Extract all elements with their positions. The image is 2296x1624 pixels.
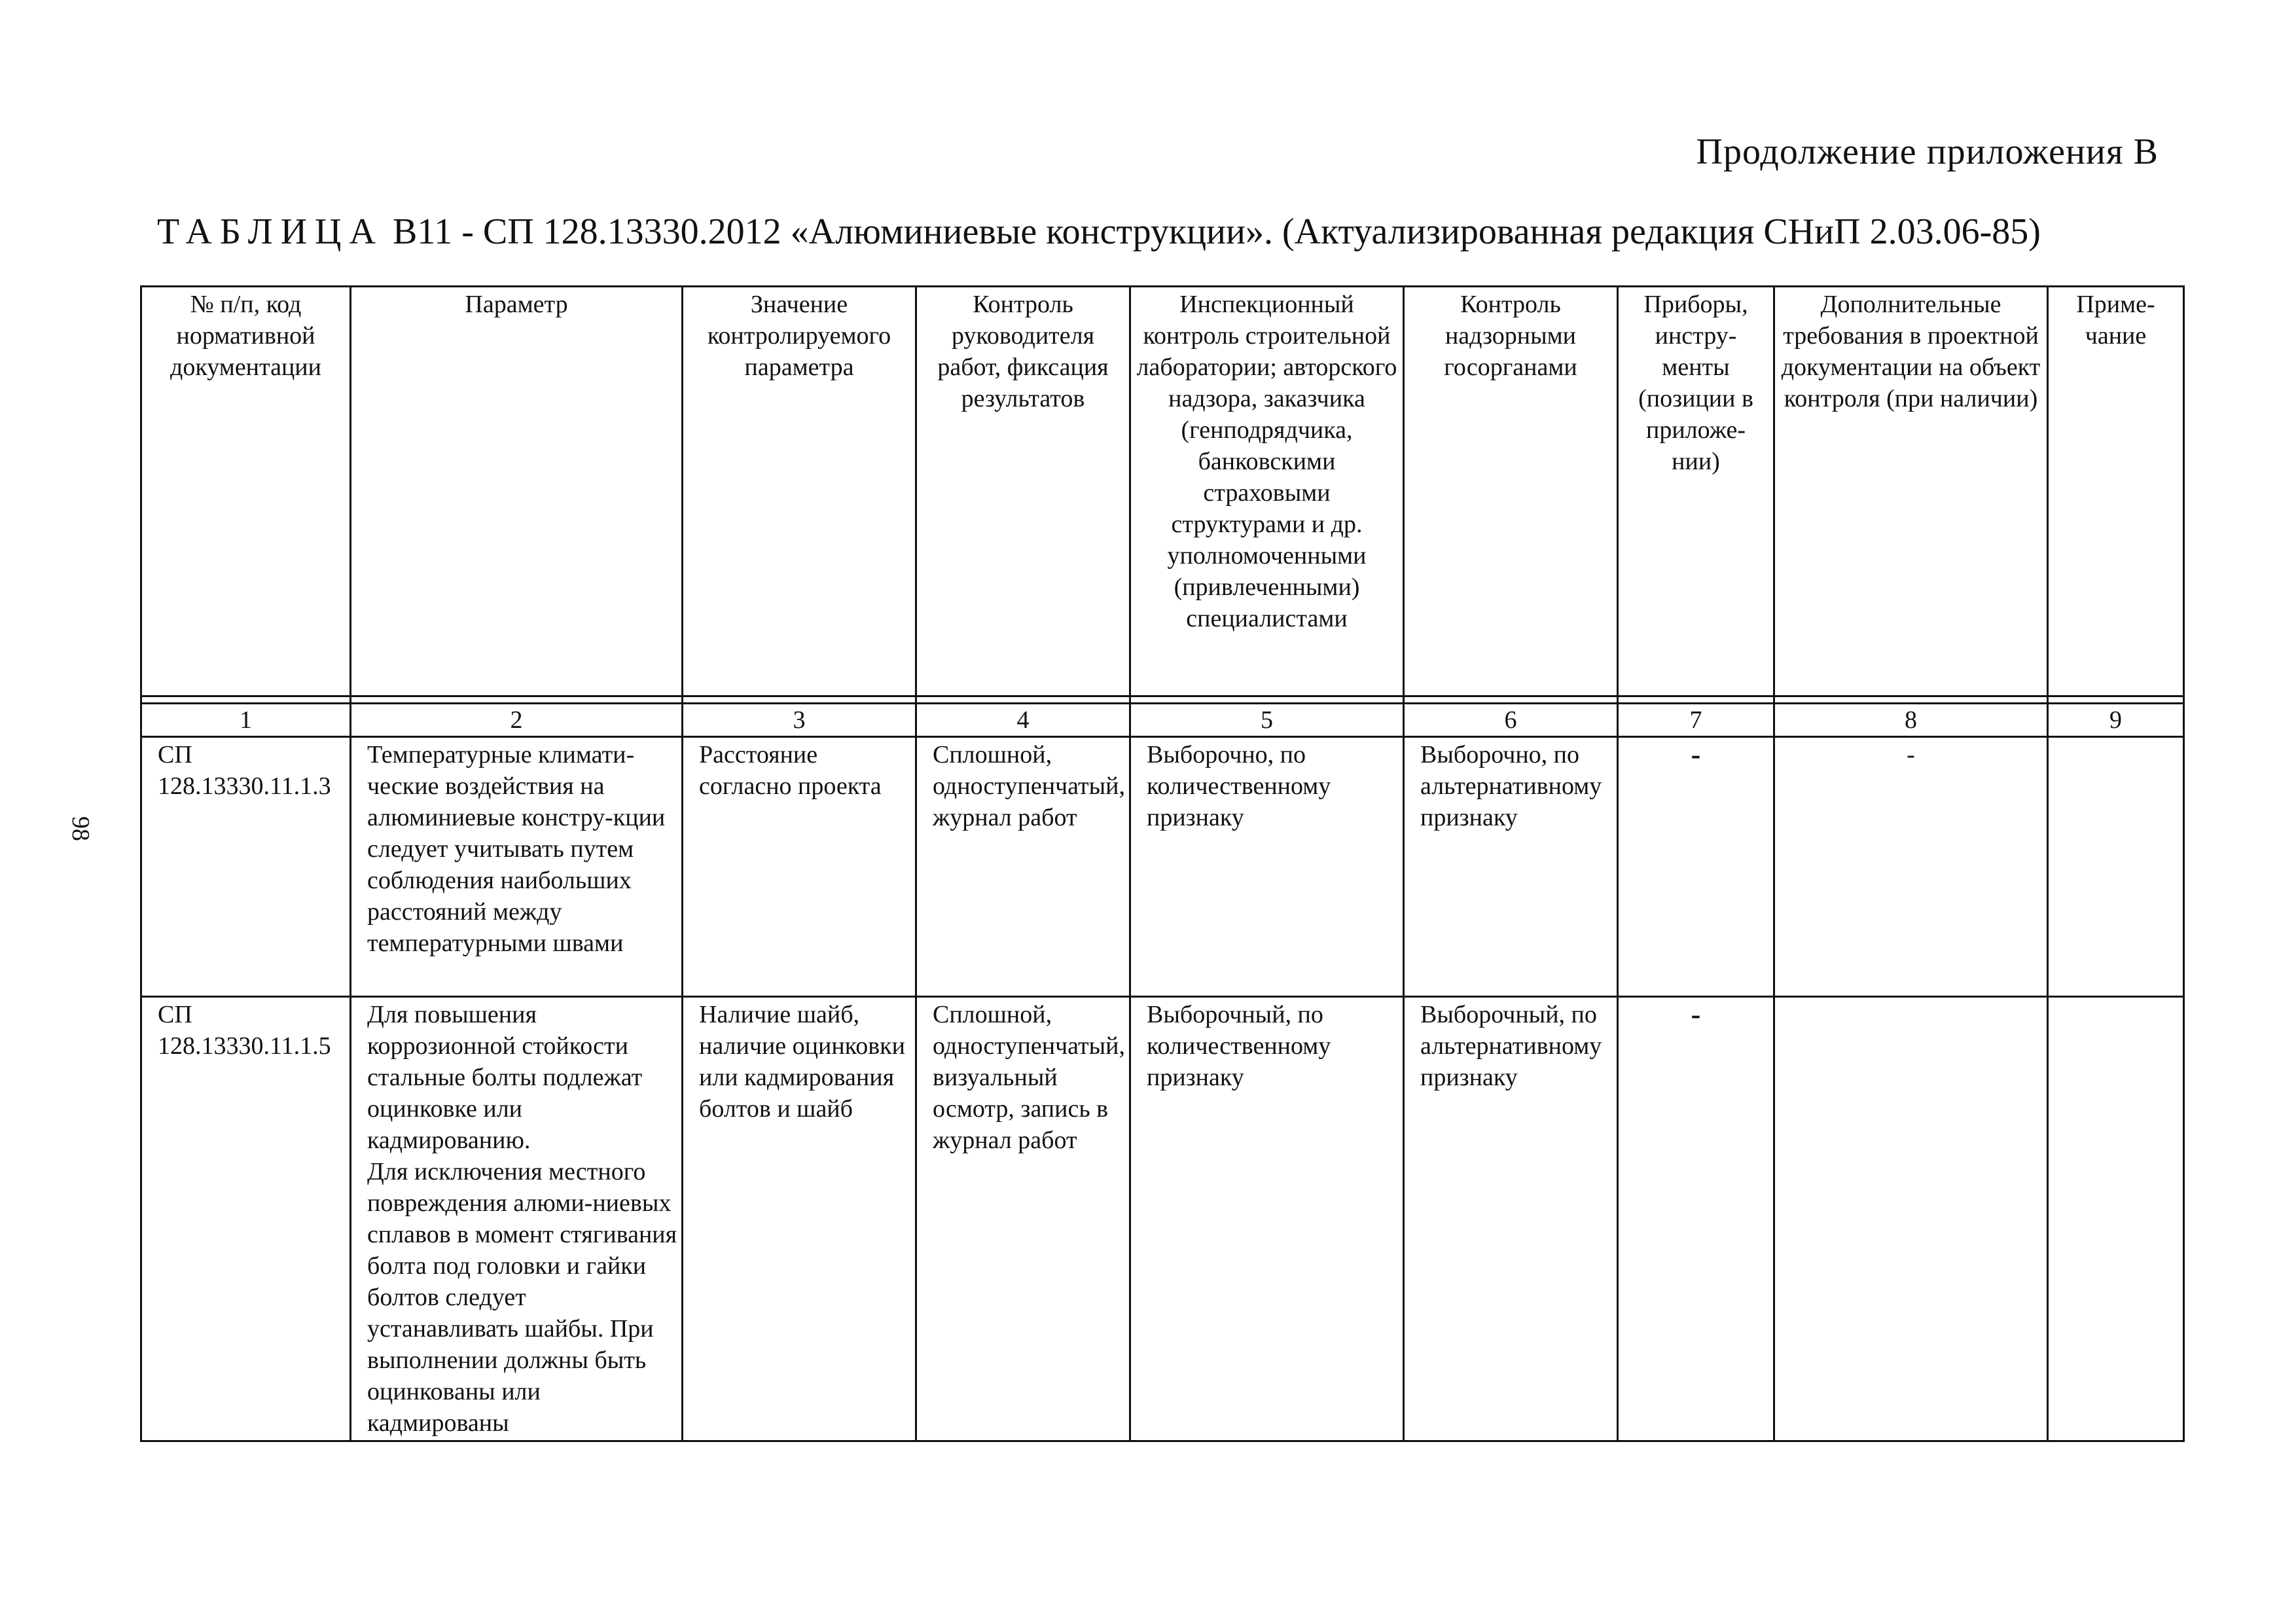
- row-inspection-control: Выборочный, по количественному признаку: [1130, 997, 1404, 1441]
- row-state-control: Выборочно, по альтернативному признаку: [1404, 737, 1618, 997]
- column-number: 1: [141, 704, 351, 737]
- row-parameter: [351, 997, 683, 1441]
- column-header: Приборы, инстру-менты (позиции в приложе-нии): [1618, 287, 1774, 696]
- row-extra-requirements: -: [1774, 737, 2048, 997]
- continuation-label: Продолжение приложения В: [1696, 132, 2159, 172]
- table-row: [141, 997, 2184, 1441]
- row-inspection-control: Выборочно, по количественному признаку: [1130, 737, 1404, 997]
- row-extra-requirements: [1774, 997, 2048, 1441]
- column-number: 8: [1774, 704, 2048, 737]
- column-header: Дополнительные требования в проектной документации на объект контроля (при наличии): [1774, 287, 2048, 696]
- column-number: 6: [1404, 704, 1618, 737]
- row-code: СП 128.13330.11.1.3: [141, 737, 351, 997]
- column-number: 9: [2048, 704, 2184, 737]
- table-title-text: В11 - СП 128.13330.2012 «Алюминиевые конструкции». (Актуализированная редакция СНиП 2.03.06-85): [383, 211, 2041, 252]
- table-title-lead: ТАБЛИЦА: [157, 211, 384, 252]
- header-gap: [141, 696, 2184, 704]
- column-header: Контроль руководителя работ, фиксация результатов: [916, 287, 1130, 696]
- column-header: Значение контролируемого параметра: [683, 287, 916, 696]
- column-header: Инспекционный контроль строительной лаборатории; авторского надзора, заказчика (генподрядчика, банковскими страховыми структурами и др. уполномоченными (привлеченными) специалистами: [1130, 287, 1404, 696]
- row-value: Расстояние согласно проекта: [683, 737, 916, 997]
- column-header: Параметр: [351, 287, 683, 696]
- row-supervisor-control: Сплошной, одноступенчатый, журнал работ: [916, 737, 1130, 997]
- row-parameter-paragraph: Для исключения местного повреждения алюми-ниевых сплавов в момент стягивания болта под головки и гайки болтов следует устанавливать шайбы. При выполнении должны быть оцинкованы или кадмированы: [367, 1158, 677, 1437]
- control-table: [140, 285, 2185, 1442]
- table-row: [141, 737, 2184, 997]
- row-parameter: Температурные климати-ческие воздействия на алюминиевые констру-кции следует учитывать путем соблюдения наибольших расстояний между температурными швами: [351, 737, 683, 997]
- column-header: Контроль надзорными госорганами: [1404, 287, 1618, 696]
- row-supervisor-control: Сплошной, одноступенчатый, визуальный осмотр, запись в журнал работ: [916, 997, 1130, 1441]
- table-header-row: [141, 287, 2184, 696]
- column-number: 2: [351, 704, 683, 737]
- column-header: Приме-чание: [2048, 287, 2184, 696]
- row-parameter-paragraph: Для повышения коррозионной стойкости стальные болты подлежат оцинковке или кадмированию.: [367, 1001, 643, 1154]
- row-code: СП 128.13330.11.1.5: [141, 997, 351, 1441]
- row-value: Наличие шайб, наличие оцинковки или кадмирования болтов и шайб: [683, 997, 916, 1441]
- row-note: [2048, 737, 2184, 997]
- column-number: 7: [1618, 704, 1774, 737]
- column-number-row: [141, 704, 2184, 737]
- row-instruments: -: [1618, 737, 1774, 997]
- column-number: 4: [916, 704, 1130, 737]
- column-header: № п/п, код нормативной документации: [141, 287, 351, 696]
- page-number: 98: [67, 816, 94, 841]
- table-title: [157, 211, 2041, 253]
- column-number: 5: [1130, 704, 1404, 737]
- row-state-control: Выборочный, по альтернативному признаку: [1404, 997, 1618, 1441]
- row-instruments: -: [1618, 997, 1774, 1441]
- column-number: 3: [683, 704, 916, 737]
- row-note: [2048, 997, 2184, 1441]
